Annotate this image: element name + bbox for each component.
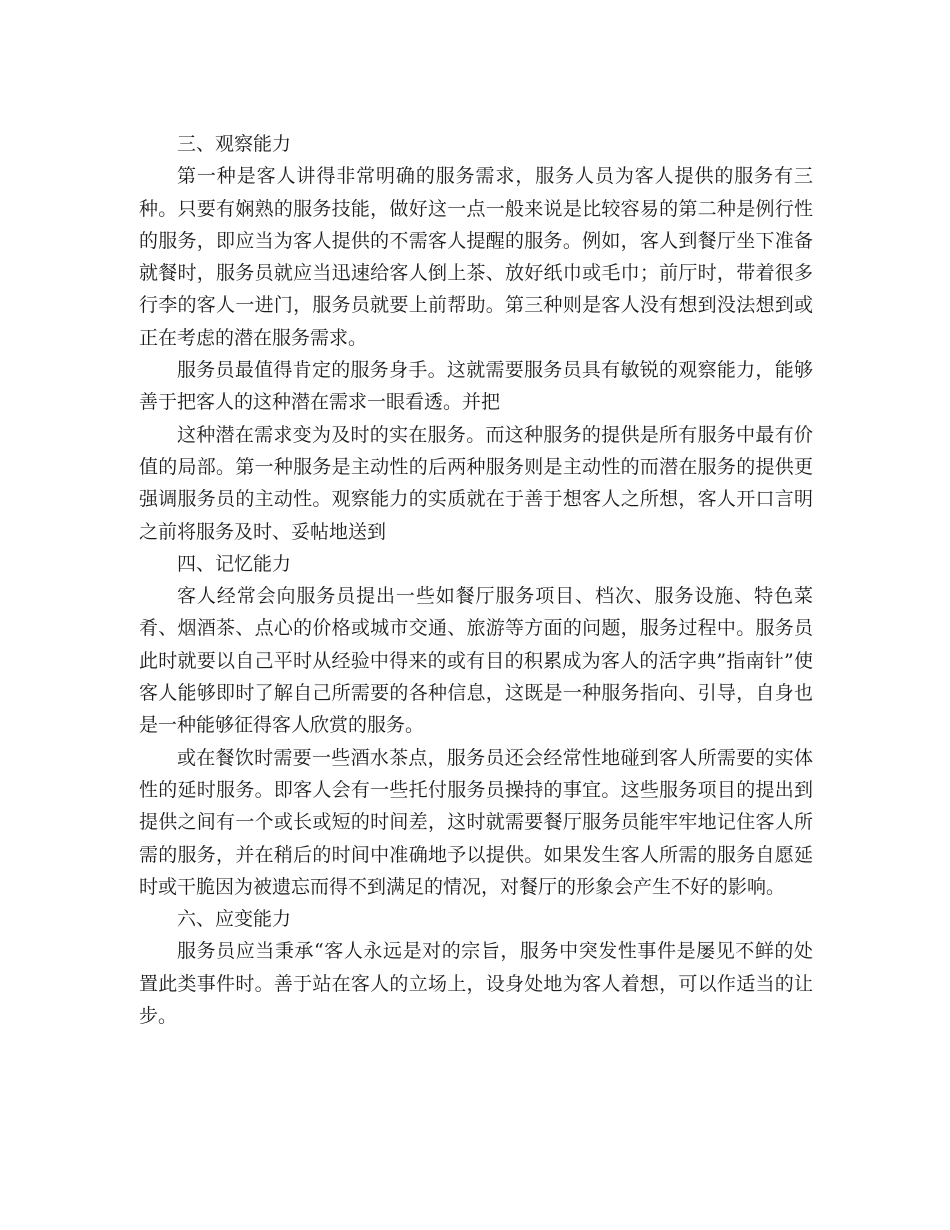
- paragraph: 或在餐饮时需要一些酒水茶点，服务员还会经常性地碰到客人所需要的实体性的延时服务。即客人会有一些托付服务员操持的事宜。这些服务项目的提出到提供之间有一个或长或短的时间差，这时就需要餐厅服务员能牢牢地记住客人所需的服务，并在稍后的时间中准确地予以提供。如果发生客人所需的服务自愿延时或干脆因为被遗忘而得不到满足的情况，对餐厅的形象会产生不好的影响。: [139, 746, 813, 898]
- paragraph: 客人经常会向服务员提出一些如餐厅服务项目、档次、服务设施、特色菜肴、烟酒茶、点心的价格或城市交通、旅游等方面的问题，服务过程中。服务员此时就要以自己平时从经验中得来的或有目的积累成为客人的活字典”指南针”使客人能够即时了解自己所需要的各种信息，这既是一种服务指向、引导，自身也是一种能够征得客人欣赏的服务。: [139, 585, 813, 737]
- document-page: [139, 128, 813, 1032]
- paragraph: 服务员最值得肯定的服务身手。这就需要服务员具有敏锐的观察能力，能够善于把客人的这种潜在需求一眼看透。并把: [139, 359, 813, 414]
- paragraph: 服务员应当秉承“客人永远是对的宗旨，服务中突发性事件是屡见不鲜的处置此类事件时。善于站在客人的立场上，设身处地为客人着想，可以作适当的让步。: [139, 940, 813, 1028]
- section-heading-adaptability: 六、应变能力: [177, 908, 292, 931]
- section-heading-observation: 三、观察能力: [177, 133, 292, 155]
- paragraph: 第一种是客人讲得非常明确的服务需求，服务人员为客人提供的服务有三种。只要有娴熟的服务技能，做好这一点一般来说是比较容易的第二种是例行性的服务，即应当为客人提供的不需客人提醒的服务。例如，客人到餐厅坐下准备就餐时，服务员就应当迅速给客人倒上茶、放好纸巾或毛巾；前厅时，带着很多行李的客人一进门，服务员就要上前帮助。第三种则是客人没有想到没法想到或正在考虑的潜在服务需求。: [139, 165, 813, 349]
- section-heading-memory: 四、记忆能力: [177, 552, 292, 575]
- paragraph: 这种潜在需求变为及时的实在服务。而这种服务的提供是所有服务中最有价值的局部。第一种服务是主动性的后两种服务则是主动性的而潜在服务的提供更强调服务员的主动性。观察能力的实质就在于善于想客人之所想，客人开口言明之前将服务及时、妥帖地送到: [139, 423, 813, 543]
